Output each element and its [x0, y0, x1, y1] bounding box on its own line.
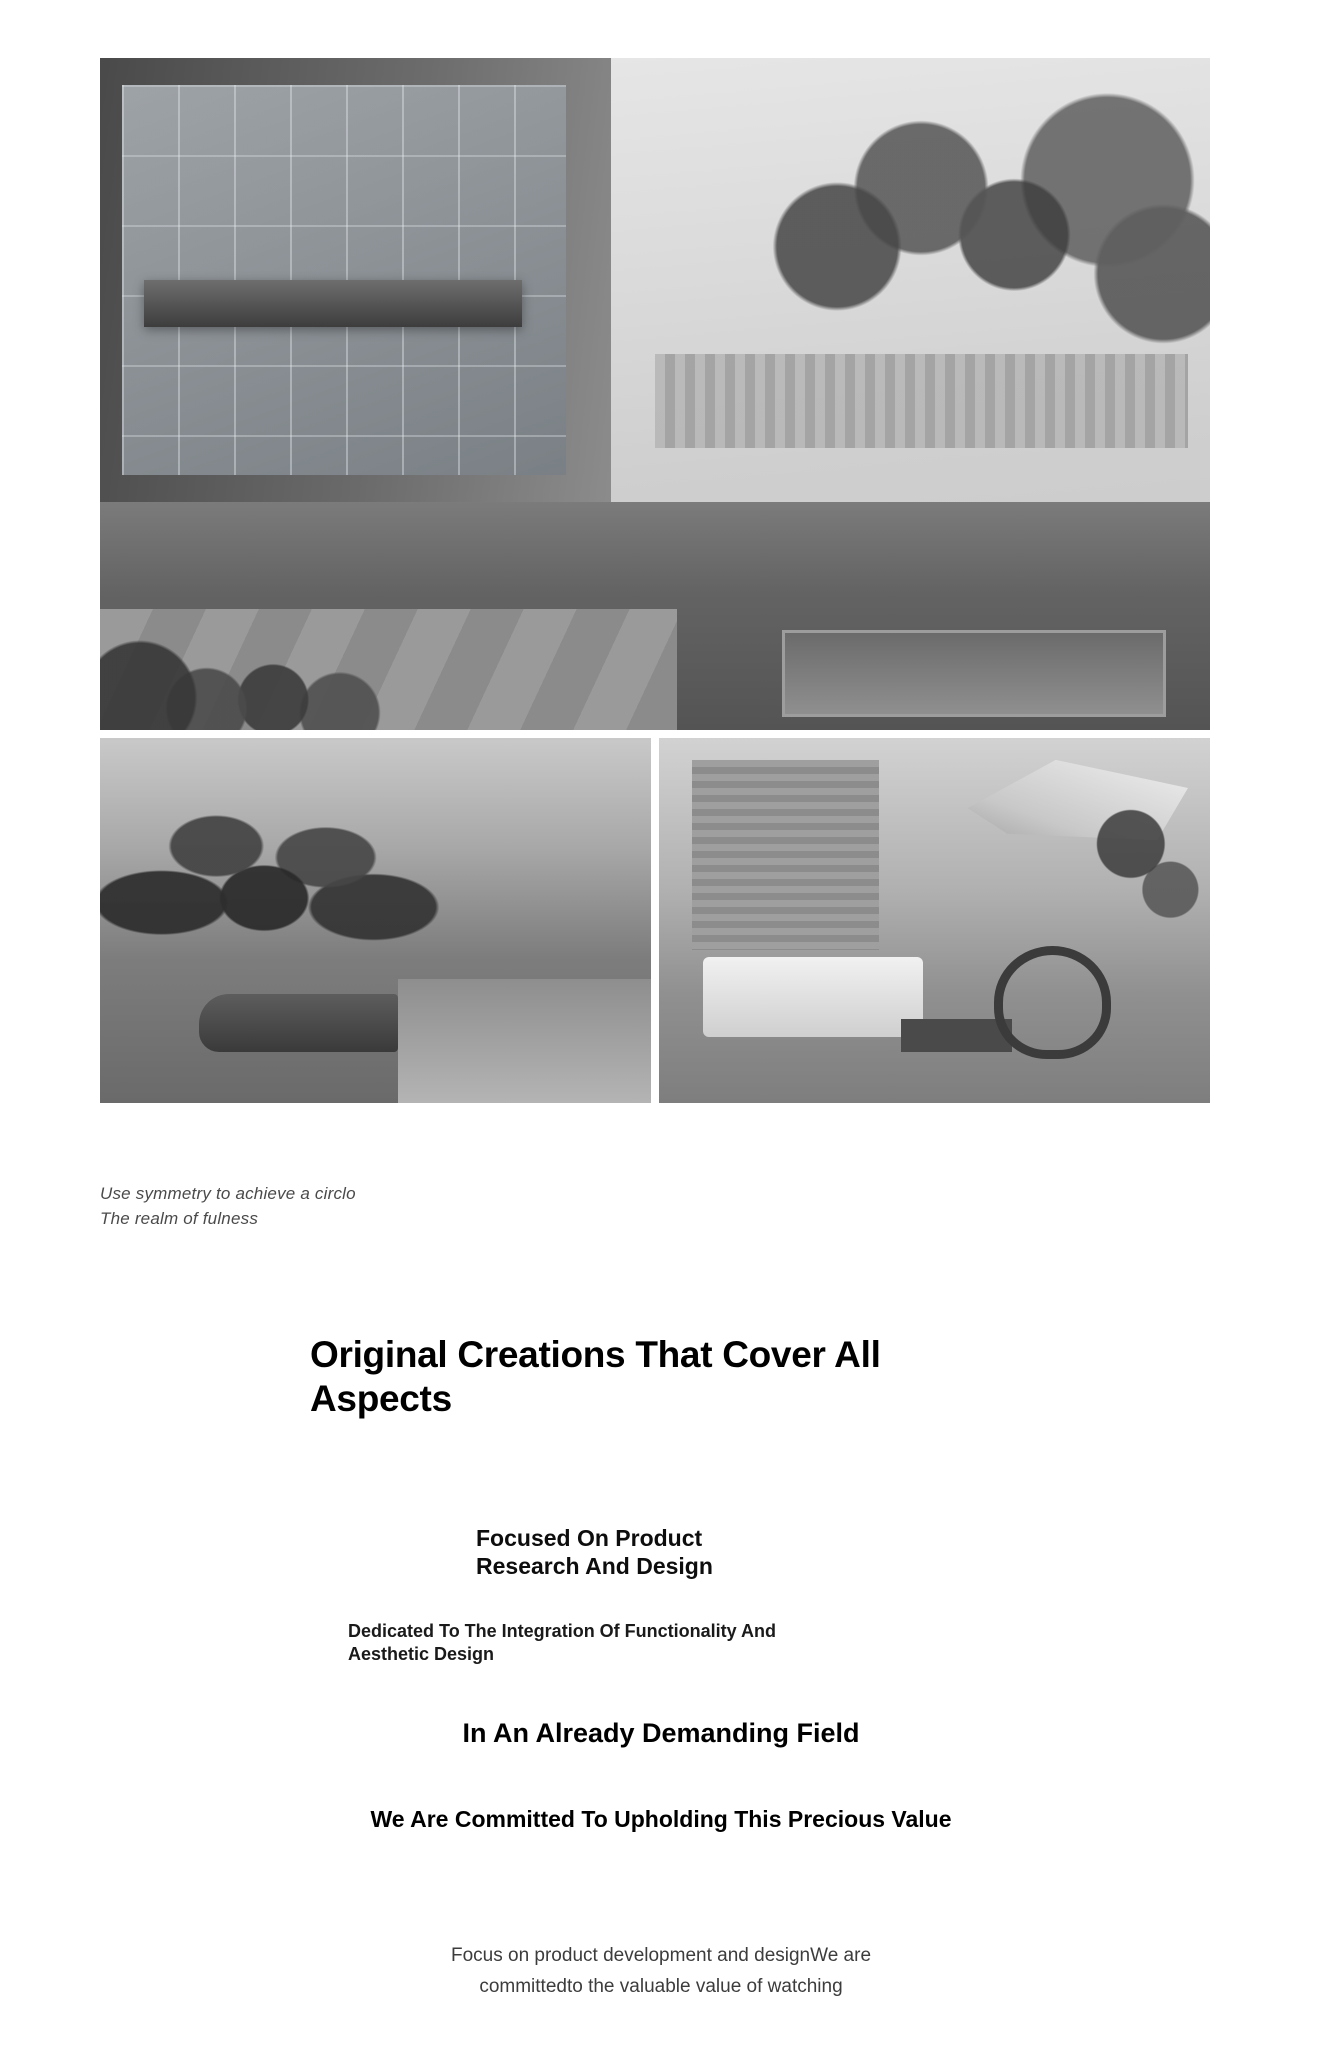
deck-plants — [1078, 789, 1210, 972]
caption-line-1: Use symmetry to achieve a circlo — [100, 1184, 356, 1203]
gallery-caption — [100, 1182, 800, 1231]
deck-round-chair — [994, 946, 1111, 1059]
hero-shrubs — [100, 622, 433, 730]
footer-note-line-1: Focus on product development and designWe are — [450, 1945, 872, 1966]
hero-pool — [782, 630, 1165, 717]
caption-line-2: The realm of fulness — [100, 1208, 259, 1228]
terrace-lounger — [199, 994, 397, 1052]
section-subtitle-line-1: Focused On Product — [476, 1525, 703, 1551]
footer-note — [0, 1940, 1322, 2003]
footer-note-line-2: committedto the valuable value of watching — [479, 1976, 843, 1998]
statement-secondary: We Are Committed To Upholding This Precious Value — [370, 1806, 952, 1832]
statement-primary: In An Already Demanding Field — [462, 1718, 860, 1748]
hero-fence — [655, 354, 1188, 448]
thumbnail-row — [100, 738, 1210, 1103]
terrace-plants — [100, 767, 442, 993]
section-subtitle-line-2: Research And Design — [476, 1553, 713, 1580]
hero-image — [100, 58, 1210, 730]
deck-wall — [692, 760, 879, 950]
hero-balcony — [144, 280, 521, 327]
page-title: Original Creations That Cover All Aspects — [310, 1334, 881, 1419]
deck-table — [901, 1019, 1011, 1052]
deck-sofa — [703, 957, 923, 1037]
thumbnail-rooftop-deck — [659, 738, 1210, 1103]
thumbnail-terrace-lounge — [100, 738, 651, 1103]
image-gallery — [100, 58, 1210, 1103]
section-subtitle — [476, 1524, 996, 1580]
terrace-water — [398, 979, 651, 1103]
section-description-line-1: Dedicated To The Integration Of Functionality And — [348, 1621, 777, 1641]
section-description-line-2: Aesthetic Design — [348, 1644, 495, 1665]
section-description — [348, 1620, 988, 1667]
